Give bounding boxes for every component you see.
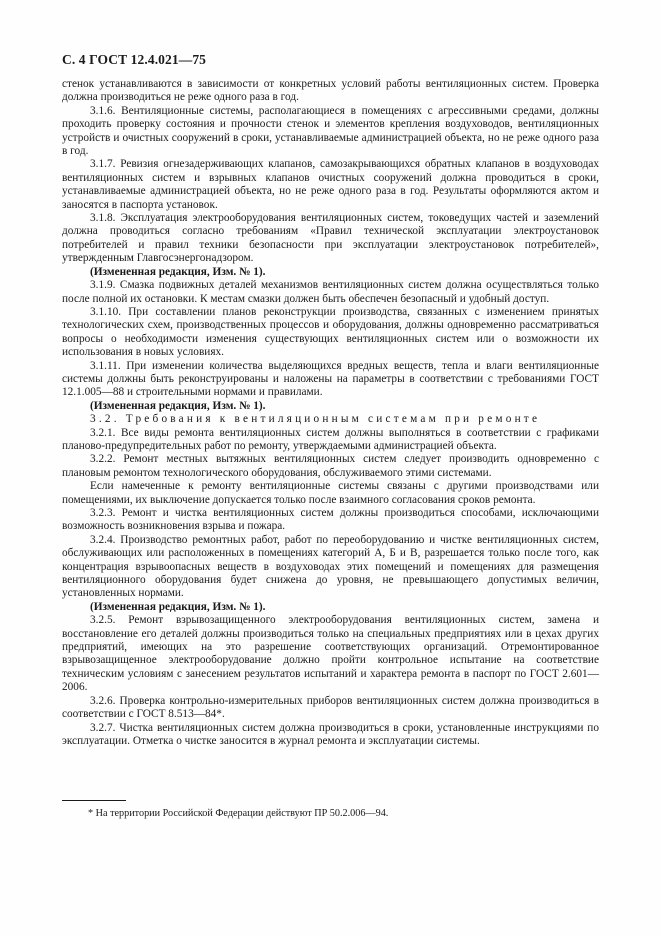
document-body: [62, 78, 599, 748]
section-heading: 3.2. Требования к вентиляционным системам при ремонте: [90, 413, 541, 426]
paragraph: 3.2.5. Ремонт взрывозащищенного электрооборудования вентиляционных систем, замена и восстановление его деталей должны производиться только на специальных предприятиях или в цехах других предприятий, имеющих на это разрешение соответствующих организаций. Отремонтированное взрывозащищенное электрооборудование должно пройти контрольное испытание на соответствие техническим условиям с занесением результатов испытаний и характера ремонта в паспорт по ГОСТ 2.601—2006.: [62, 614, 599, 694]
paragraph: 3.1.6. Вентиляционные системы, располагающиеся в помещениях с агрессивными средами, должны проходить проверку состояния и прочности стенок и элементов крепления воздуховодов, вентиляционных устройств и очистных сооружений в сроки, устанавливаемые администрацией объекта, но не реже одного раза в год.: [62, 104, 599, 158]
page-header: С. 4 ГОСТ 12.4.021—75: [62, 52, 207, 67]
paragraph: 3.1.10. При составлении планов реконструкции производства, связанных с изменением принятых технологических схем, производственных процессов и оборудования, должны одновременно рассматриваться вопросы о необходимости изменения существующих вентиляционных систем или о возможности их использования в новых условиях.: [62, 305, 599, 359]
footnote-divider: [62, 800, 126, 801]
paragraph: 3.1.7. Ревизия огнезадерживающих клапанов, самозакрывающихся обратных клапанов в воздуховодах вентиляционных систем и взрывных клапанов очистных сооружений должна проводиться в сроки, устанавливаемые администрацией объекта, но не реже одного раза в год. Результаты оформляются актом и заносятся в паспорта установок.: [62, 158, 599, 211]
revision-note: (Измененная редакция, Изм. № 1).: [90, 600, 266, 613]
paragraph: 3.1.9. Смазка подвижных деталей механизмов вентиляционных систем должна осуществляться только после полной их остановки. К местам смазки должен быть обеспечен безопасный и удобный доступ.: [62, 279, 599, 305]
paragraph: 3.1.8. Эксплуатация электрооборудования вентиляционных систем, токоведущих частей и заземлений должна проводиться согласно требованиям «Правил технической эксплуатации электроустановок потребителей и правил техники безопасности при эксплуатации электроустановок потребителей», утвержденным Главгосэнергонадзором.: [62, 212, 599, 265]
paragraph: 3.2.1. Все виды ремонта вентиляционных систем должны выполняться в соответствии с графиками планово-предупредительных работ по ремонту, утверждаемыми администрацией объекта.: [62, 426, 599, 452]
revision-note: (Измененная редакция, Изм. № 1).: [90, 399, 266, 412]
revision-note: (Измененная редакция, Изм. № 1).: [90, 265, 266, 278]
paragraph: 3.2.3. Ремонт и чистка вентиляционных систем должны производиться способами, исключающими возможность возникновения взрыва и пожара.: [62, 507, 599, 533]
paragraph: 3.2.6. Проверка контрольно-измерительных приборов вентиляционных систем должна производиться в соответствии с ГОСТ 8.513—84*.: [62, 694, 599, 721]
paragraph: стенок устанавливаются в зависимости от конкретных условий работы вентиляционных систем. Проверка должна производиться не реже одного раза в год.: [62, 78, 599, 104]
paragraph: 3.2.7. Чистка вентиляционных систем должна производиться в сроки, установленные инструкциями по эксплуатации. Отметка о чистке заносится в журнал ремонта и эксплуатации системы.: [62, 721, 599, 747]
paragraph: 3.2.2. Ремонт местных вытяжных вентиляционных систем следует производить одновременно с плановым ремонтом технологического оборудования, обслуживаемого этими системами.: [62, 453, 599, 479]
paragraph: 3.2.4. Производство ремонтных работ, работ по переоборудованию и чистке вентиляционных систем, обслуживающих или расположенных в помещениях категорий А, Б и В, разрешается только после того, как концентрация взрывоопасных веществ в воздуховодах этих помещений и помещениях для размещения вентиляционного оборудования будет снижена до уровня, не превышающего допустимых величин, установленных нормами.: [62, 533, 599, 600]
footnote: * На территории Российской Федерации действуют ПР 50.2.006—94.: [88, 808, 389, 819]
paragraph: 3.1.11. При изменении количества выделяющихся вредных веществ, тепла и влаги вентиляционные системы должны быть реконструированы и наложены на параметры в соответствии с требованиями ГОСТ 12.1.005—88 и строительными нормами и правилами.: [62, 359, 599, 399]
paragraph: Если намеченные к ремонту вентиляционные системы связаны с другими производствами или помещениями, их выключение допускается только после взаимного согласования сроков ремонта.: [62, 480, 599, 506]
